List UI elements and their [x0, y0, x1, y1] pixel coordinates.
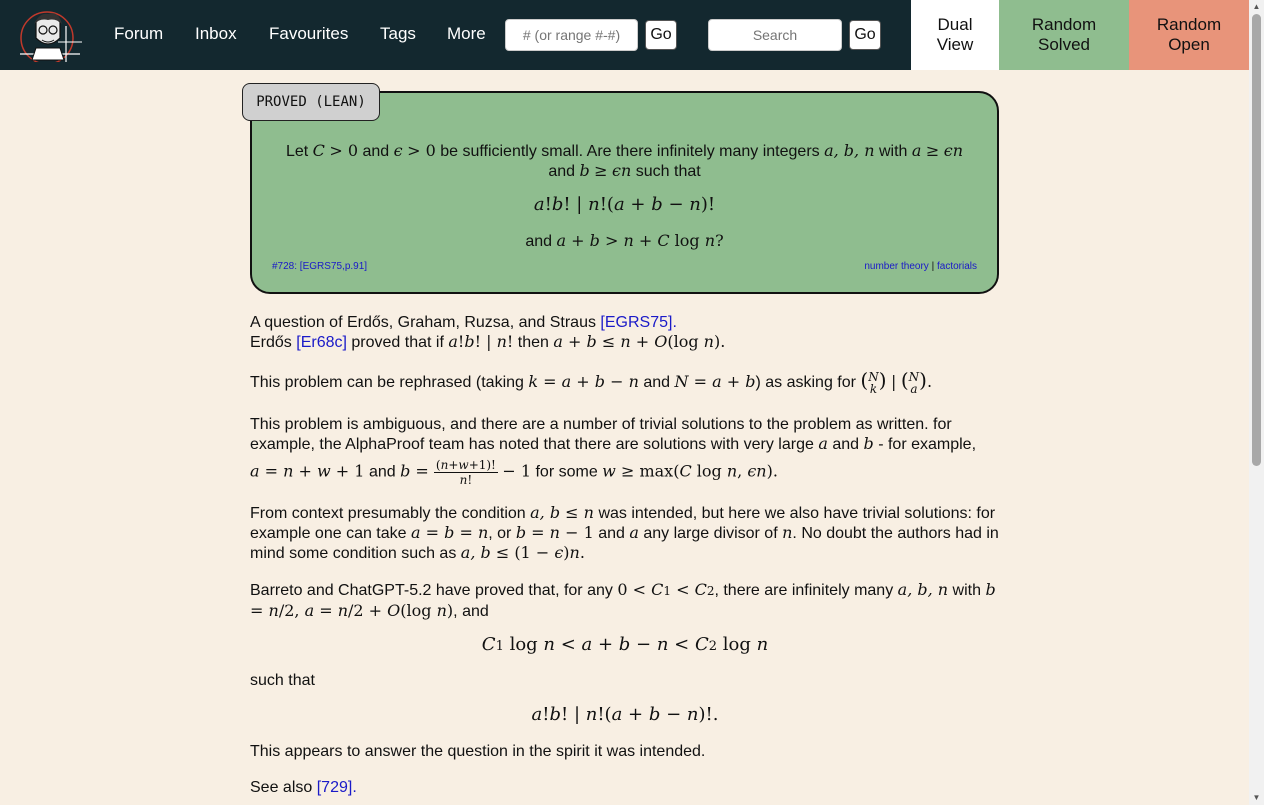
text: for some — [535, 463, 598, 481]
math: )! — [700, 194, 716, 215]
math: a — [911, 141, 922, 160]
math: − 1 — [559, 523, 594, 542]
math: = — [526, 523, 550, 542]
math: k — [528, 372, 539, 392]
math: /2, — [278, 601, 305, 620]
math: ) — [919, 368, 927, 393]
math: ! | — [474, 332, 497, 351]
random-solved-label-2: Solved — [1038, 35, 1090, 54]
math: a, b — [460, 543, 491, 562]
math: 1 — [663, 584, 671, 598]
math: + — [562, 332, 587, 351]
math: a — [561, 372, 572, 392]
stmt-text: be sufficiently small. Are there infinitely many integers — [440, 143, 820, 160]
math: b — [618, 634, 631, 655]
stmt-text: with — [878, 143, 908, 160]
math: ϵ — [554, 543, 564, 562]
nav-more[interactable]: More — [447, 24, 486, 43]
math: − — [660, 704, 687, 725]
math: ϵ — [393, 141, 403, 160]
nav-inbox[interactable]: Inbox — [195, 24, 237, 43]
text: and — [368, 463, 396, 481]
math: ϵn — [747, 461, 767, 481]
math: + — [566, 231, 590, 250]
math: n — [656, 634, 669, 655]
math: n — [585, 704, 598, 725]
random-open-label-1: Random — [1156, 15, 1222, 34]
math: − 1 — [502, 461, 532, 481]
math: > — [599, 231, 624, 250]
math: C — [679, 461, 692, 481]
math: 2 — [708, 639, 718, 654]
paragraph-context — [250, 503, 1000, 563]
math: n — [703, 332, 714, 351]
math: !( — [597, 704, 612, 725]
scrollbar-thumb[interactable] — [1252, 14, 1261, 466]
math: ≤ — [560, 503, 584, 522]
math: a — [553, 332, 563, 351]
math: O — [654, 332, 668, 351]
math: ! | — [563, 194, 589, 215]
stmt-text: and — [362, 143, 390, 160]
text: proved that if — [351, 334, 444, 351]
math: b — [586, 332, 597, 351]
paragraph-see-also: See also [729]. — [250, 779, 357, 796]
random-open-button[interactable] — [1129, 0, 1249, 70]
math: = — [314, 601, 338, 620]
math: ϵn — [943, 141, 964, 160]
math: ! — [542, 704, 550, 725]
tag-separator: | — [931, 261, 935, 272]
math: ≤ (1 − — [490, 543, 555, 562]
text: then — [517, 334, 549, 351]
math: . — [926, 372, 933, 392]
math: n — [689, 194, 701, 215]
scroll-up-arrow-icon[interactable]: ▲ — [1252, 2, 1261, 11]
math: b — [464, 332, 475, 351]
search-go-button[interactable]: Go — [849, 20, 881, 50]
math: n — [782, 523, 793, 542]
math: ! — [457, 332, 465, 351]
math: 2 — [706, 584, 715, 598]
math: + — [633, 231, 658, 250]
math: n — [436, 601, 447, 620]
math: ! — [506, 332, 514, 351]
math: C — [694, 580, 707, 599]
math: C — [657, 231, 670, 250]
math: < — [670, 580, 695, 599]
dual-view-label-2: View — [936, 35, 974, 54]
math: a — [533, 194, 545, 215]
math: a — [250, 461, 260, 481]
math: log — [691, 461, 727, 481]
math: ? — [715, 231, 724, 250]
math: ≥ — [594, 161, 608, 180]
math: n — [623, 231, 634, 250]
math: < — [555, 634, 582, 655]
text: ) as asking for — [755, 374, 856, 392]
random-solved-label-1: Random — [1031, 15, 1097, 34]
math: ). — [713, 332, 726, 351]
math: a — [304, 601, 315, 620]
math: a — [712, 372, 722, 392]
text: This problem is ambiguous, and there are a number of trivial solutions to the problem as written. for example, the AlphaProof team has noted that there are solutions with very large — [250, 416, 952, 453]
problem-statement-card — [250, 91, 999, 294]
math: ≥ — [925, 141, 940, 160]
math: /2 + — [348, 601, 388, 620]
text: , and — [453, 603, 489, 620]
text: A question of Erdős, Graham, Ruzsa, and Straus — [250, 314, 596, 331]
dual-view-label-1: Dual — [937, 15, 973, 34]
math: + — [721, 372, 746, 392]
math: b — [400, 461, 411, 481]
math: = — [259, 461, 284, 481]
math: b — [551, 194, 564, 215]
math: ) — [446, 601, 454, 620]
math: (log — [667, 332, 704, 351]
math: ! — [544, 194, 552, 215]
math: C — [651, 580, 664, 599]
math: a — [818, 434, 828, 453]
math: n — [477, 523, 489, 542]
text: This appears to answer the question in the spirit it was intended. — [250, 743, 706, 760]
math: O — [387, 601, 401, 620]
math: !( — [599, 194, 614, 215]
math: $\frac{(n+w+1)!}{n!}$ — [435, 458, 496, 487]
math: + — [624, 194, 652, 215]
math: + — [592, 634, 619, 655]
text: and — [598, 525, 625, 542]
math: N — [674, 372, 689, 392]
math: C — [694, 634, 709, 655]
math: = — [250, 601, 269, 620]
math: + — [622, 704, 649, 725]
paragraph-barreto — [250, 580, 1000, 621]
stmt-text: such that — [635, 163, 701, 180]
math: ! | — [560, 704, 586, 725]
math: n — [726, 461, 738, 481]
text: - for example, — [878, 436, 977, 453]
math: n — [496, 332, 507, 351]
math: = — [420, 523, 445, 542]
math: a, b, n — [824, 141, 875, 160]
math: , — [737, 461, 748, 481]
status-badge: PROVED (LEAN) — [242, 83, 380, 121]
math: a, b — [530, 503, 561, 522]
math: − — [662, 194, 690, 215]
math: 0 < — [617, 580, 652, 599]
math: ( — [860, 368, 869, 393]
site-logo-icon[interactable] — [14, 8, 84, 62]
math: a — [611, 704, 623, 725]
ref-er68c-link[interactable]: [Er68c] — [296, 334, 347, 351]
statement-line-2 — [252, 161, 997, 181]
math: b — [863, 434, 874, 453]
math: a — [448, 332, 458, 351]
text: Barreto and ChatGPT-5.2 have proved that, for any — [250, 582, 613, 599]
number-go-button[interactable]: Go — [645, 20, 677, 50]
math: ϵn — [612, 161, 632, 180]
text: such that — [250, 672, 315, 689]
problem-tags — [864, 261, 977, 272]
math: ≤ — [596, 332, 621, 351]
math: = — [410, 461, 434, 481]
math: N k — [868, 370, 879, 396]
text: , or — [488, 525, 512, 542]
tag-factorials-link[interactable]: factorials — [936, 261, 977, 272]
text: with — [952, 582, 981, 599]
math: − — [605, 372, 629, 392]
math: a — [531, 704, 543, 725]
text: This problem can be rephrased (taking — [250, 374, 524, 392]
random-solved-button[interactable] — [999, 0, 1129, 70]
math: n — [583, 503, 594, 522]
text: any large divisor of — [643, 525, 778, 542]
text: and — [643, 374, 671, 392]
text: Erdős — [250, 334, 292, 351]
math: b — [515, 523, 527, 542]
statement-display-1 — [252, 194, 997, 215]
math: b — [985, 580, 996, 599]
math: log — [503, 634, 544, 655]
math: b — [579, 161, 590, 180]
problem-reference-link[interactable]: #728: [EGRS75,p.91] — [272, 261, 368, 272]
display-divisibility — [250, 704, 1000, 725]
math: = — [688, 372, 713, 392]
statement-line-1 — [252, 141, 997, 161]
math: b — [651, 194, 663, 215]
math: w — [602, 461, 616, 481]
math: 1 — [495, 639, 504, 654]
stmt-text: and — [525, 233, 553, 250]
math: = — [454, 523, 478, 542]
dual-view-button[interactable] — [911, 0, 999, 70]
math: b — [444, 523, 455, 542]
math: n — [543, 634, 555, 655]
tag-number-theory-link[interactable]: number theory — [864, 261, 929, 272]
random-open-label-2: Open — [1168, 35, 1210, 54]
math: n — [704, 231, 716, 250]
nav-favourites[interactable]: Favourites — [269, 24, 349, 43]
ref-egrs75-link[interactable]: [EGRS75] — [600, 314, 673, 331]
math: n — [756, 634, 769, 655]
math: ). — [766, 461, 778, 481]
stmt-text: Let — [285, 143, 309, 160]
math: C — [481, 634, 496, 655]
text: From context presumably the condition — [250, 505, 526, 522]
math: n — [283, 461, 294, 481]
math: w — [317, 461, 331, 481]
math: n — [549, 523, 560, 542]
math: ) — [563, 543, 570, 562]
nav-forum[interactable]: Forum — [114, 24, 164, 43]
text: See also — [250, 779, 313, 796]
paragraph-such-that — [250, 671, 1000, 690]
math: > 0 — [329, 141, 359, 160]
text: , there are infinitely many — [714, 582, 894, 599]
math: N a — [908, 370, 920, 396]
math: − — [630, 634, 657, 655]
math: + — [293, 461, 318, 481]
math: a — [556, 231, 567, 250]
statement-line-3 — [252, 231, 997, 251]
math: n — [686, 704, 699, 725]
math: | — [891, 372, 897, 392]
math: log — [669, 231, 705, 250]
display-inequality — [250, 634, 1000, 655]
math: n — [569, 543, 580, 562]
text: was intended, but here we also have trivial solutions: for example one can take — [250, 505, 996, 542]
text: and — [832, 436, 860, 453]
math: ) — [878, 368, 887, 393]
math: > 0 — [407, 141, 436, 160]
math: a — [613, 194, 625, 215]
paragraph-origin: A question of Erdős, Graham, Ruzsa, and Straus [EGRS75]. Erdős [Er68c] proved that if a!b! | n! then a + b ≤ n + O(log n). — [250, 314, 726, 351]
math: C — [312, 141, 325, 160]
math: ≥ max( — [615, 461, 680, 481]
math: n — [628, 372, 639, 392]
math: b — [745, 372, 756, 392]
math: = — [538, 372, 562, 392]
math: n — [268, 601, 279, 620]
paragraph-rephrase — [250, 368, 1000, 396]
math: + — [571, 372, 595, 392]
math: n — [620, 332, 631, 351]
math: + 1 — [330, 461, 365, 481]
nav-tags[interactable]: Tags — [380, 24, 416, 43]
math: a — [581, 634, 593, 655]
math: a, b, n — [897, 580, 949, 599]
math: b — [549, 704, 561, 725]
text: . No doubt the authors had in mind some condition such as — [250, 525, 999, 562]
math: a — [629, 523, 639, 542]
math: + — [630, 332, 655, 351]
math: n — [337, 601, 348, 620]
math: )!. — [698, 704, 719, 725]
math: ( — [900, 368, 909, 393]
problem-number-input[interactable] — [505, 19, 638, 51]
math: n — [588, 194, 600, 215]
math: a — [411, 523, 421, 542]
scroll-down-arrow-icon[interactable]: ▼ — [1252, 793, 1261, 802]
stmt-text: and — [548, 163, 576, 180]
math: b — [589, 231, 600, 250]
math: b — [648, 704, 661, 725]
paragraph-spirit — [250, 742, 1000, 761]
math: b — [594, 372, 606, 392]
math: log — [717, 634, 757, 655]
paragraph-ambiguity — [250, 415, 1000, 487]
math: < — [668, 634, 695, 655]
see-also-729-link[interactable]: [729] — [316, 779, 353, 796]
search-input[interactable] — [708, 19, 842, 51]
math: (log — [400, 601, 437, 620]
math: . — [579, 543, 585, 562]
